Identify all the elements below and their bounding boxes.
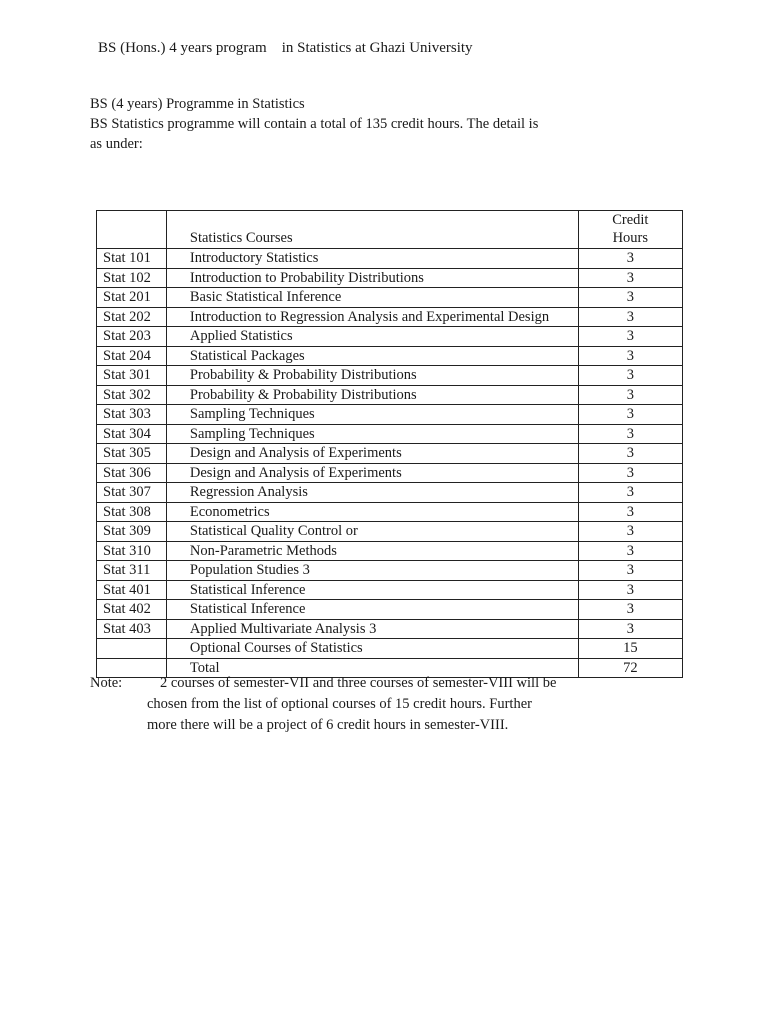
course-code-cell: Stat 305 xyxy=(97,444,167,464)
course-code-cell: Stat 204 xyxy=(97,346,167,366)
credit-hours-cell: 3 xyxy=(578,580,682,600)
credit-hours-cell: 3 xyxy=(578,307,682,327)
credit-hours-cell: 3 xyxy=(578,483,682,503)
course-title-cell: Econometrics xyxy=(166,502,578,522)
table-row xyxy=(97,483,683,503)
header-credit-line1: Credit xyxy=(612,212,649,228)
credit-hours-cell: 3 xyxy=(578,541,682,561)
course-code-cell: Stat 401 xyxy=(97,580,167,600)
course-title-cell: Design and Analysis of Experiments xyxy=(166,444,578,464)
intro-title: BS (4 years) Programme in Statistics xyxy=(90,96,305,112)
credit-hours-cell: 3 xyxy=(578,405,682,425)
course-code-cell: Stat 102 xyxy=(97,268,167,288)
course-code-cell: Stat 203 xyxy=(97,327,167,347)
table-row xyxy=(97,327,683,347)
table-row xyxy=(97,502,683,522)
table-row xyxy=(97,424,683,444)
table-row xyxy=(97,541,683,561)
course-title-cell: Introduction to Regression Analysis and Experimental Design xyxy=(166,307,578,327)
credit-hours-cell: 3 xyxy=(578,619,682,639)
course-code-cell: Stat 201 xyxy=(97,288,167,308)
course-title-cell: Applied Multivariate Analysis 3 xyxy=(166,619,578,639)
course-code-cell: Stat 403 xyxy=(97,619,167,639)
course-title-cell: Probability & Probability Distributions xyxy=(166,366,578,386)
credit-hours-cell: 72 xyxy=(578,658,682,678)
courses-table xyxy=(96,210,683,678)
course-title-cell: Optional Courses of Statistics xyxy=(166,639,578,659)
credit-hours-cell: 3 xyxy=(578,463,682,483)
course-title-cell: Applied Statistics xyxy=(166,327,578,347)
course-title-cell: Total xyxy=(166,658,578,678)
note-label: Note: xyxy=(90,675,123,691)
course-title-cell: Statistical Inference xyxy=(166,600,578,620)
course-code-cell: Stat 303 xyxy=(97,405,167,425)
table-row xyxy=(97,444,683,464)
course-title-cell: Non-Parametric Methods xyxy=(166,541,578,561)
table-row xyxy=(97,580,683,600)
table-row xyxy=(97,249,683,269)
heading-program: BS (Hons.) 4 years program xyxy=(98,40,267,56)
table-row xyxy=(97,561,683,581)
credit-hours-cell: 3 xyxy=(578,600,682,620)
heading-university: in Statistics at Ghazi University xyxy=(281,40,473,56)
intro-description-line1: BS Statistics programme will contain a total of 135 credit hours. The detail is xyxy=(90,116,539,132)
course-code-cell: Stat 202 xyxy=(97,307,167,327)
course-title-cell: Statistical Quality Control or xyxy=(166,522,578,542)
header-credit-line2: Hours xyxy=(612,230,649,246)
course-code-cell: Stat 311 xyxy=(97,561,167,581)
table-row xyxy=(97,268,683,288)
credit-hours-cell: 3 xyxy=(578,366,682,386)
table-row xyxy=(97,288,683,308)
course-code-cell: Stat 308 xyxy=(97,502,167,522)
credit-hours-cell: 3 xyxy=(578,502,682,522)
note-continuation xyxy=(147,694,587,736)
page-heading xyxy=(98,40,473,57)
credit-hours-cell: 3 xyxy=(578,268,682,288)
credit-hours-cell: 3 xyxy=(578,561,682,581)
course-title-cell: Introduction to Probability Distributions xyxy=(166,268,578,288)
course-title-cell: Sampling Techniques xyxy=(166,405,578,425)
course-title-cell: Regression Analysis xyxy=(166,483,578,503)
table-row xyxy=(97,346,683,366)
table-row xyxy=(97,405,683,425)
course-code-cell: Stat 101 xyxy=(97,249,167,269)
table-row xyxy=(97,385,683,405)
course-title-cell: Probability & Probability Distributions xyxy=(166,385,578,405)
credit-hours-cell: 3 xyxy=(578,444,682,464)
credit-hours-cell: 3 xyxy=(578,249,682,269)
credit-hours-cell: 3 xyxy=(578,424,682,444)
course-code-cell: Stat 402 xyxy=(97,600,167,620)
table-row xyxy=(97,619,683,639)
note-line2: chosen from the list of optional courses of 15 credit hours. Further xyxy=(147,696,532,712)
table-body xyxy=(97,249,683,678)
course-code-cell: Stat 306 xyxy=(97,463,167,483)
course-code-cell: Stat 304 xyxy=(97,424,167,444)
note-line1: 2 courses of semester-VII and three courses of semester-VIII will be xyxy=(160,675,557,691)
course-title-cell: Introductory Statistics xyxy=(166,249,578,269)
credit-hours-cell: 3 xyxy=(578,288,682,308)
course-title-cell: Sampling Techniques xyxy=(166,424,578,444)
intro-paragraph xyxy=(90,94,590,154)
course-title-cell: Design and Analysis of Experiments xyxy=(166,463,578,483)
credit-hours-cell: 3 xyxy=(578,522,682,542)
table-row xyxy=(97,639,683,659)
table-row xyxy=(97,522,683,542)
course-code-cell xyxy=(97,639,167,659)
credit-hours-cell: 3 xyxy=(578,327,682,347)
intro-description-line2: as under: xyxy=(90,136,143,152)
header-code xyxy=(97,211,167,249)
course-code-cell: Stat 310 xyxy=(97,541,167,561)
credit-hours-cell: 3 xyxy=(578,346,682,366)
header-credit-hours xyxy=(578,211,682,249)
table-header-row xyxy=(97,211,683,249)
table-row xyxy=(97,463,683,483)
course-code-cell: Stat 309 xyxy=(97,522,167,542)
table-row xyxy=(97,307,683,327)
course-title-cell: Population Studies 3 xyxy=(166,561,578,581)
course-title-cell: Statistical Inference xyxy=(166,580,578,600)
course-title-cell: Statistical Packages xyxy=(166,346,578,366)
header-courses: Statistics Courses xyxy=(166,211,578,249)
credit-hours-cell: 3 xyxy=(578,385,682,405)
table-row xyxy=(97,366,683,386)
note-line3: more there will be a project of 6 credit hours in semester-VIII. xyxy=(147,717,509,733)
course-code-cell: Stat 302 xyxy=(97,385,167,405)
course-code-cell: Stat 307 xyxy=(97,483,167,503)
credit-hours-cell: 15 xyxy=(578,639,682,659)
course-title-cell: Basic Statistical Inference xyxy=(166,288,578,308)
table-row xyxy=(97,600,683,620)
course-code-cell: Stat 301 xyxy=(97,366,167,386)
